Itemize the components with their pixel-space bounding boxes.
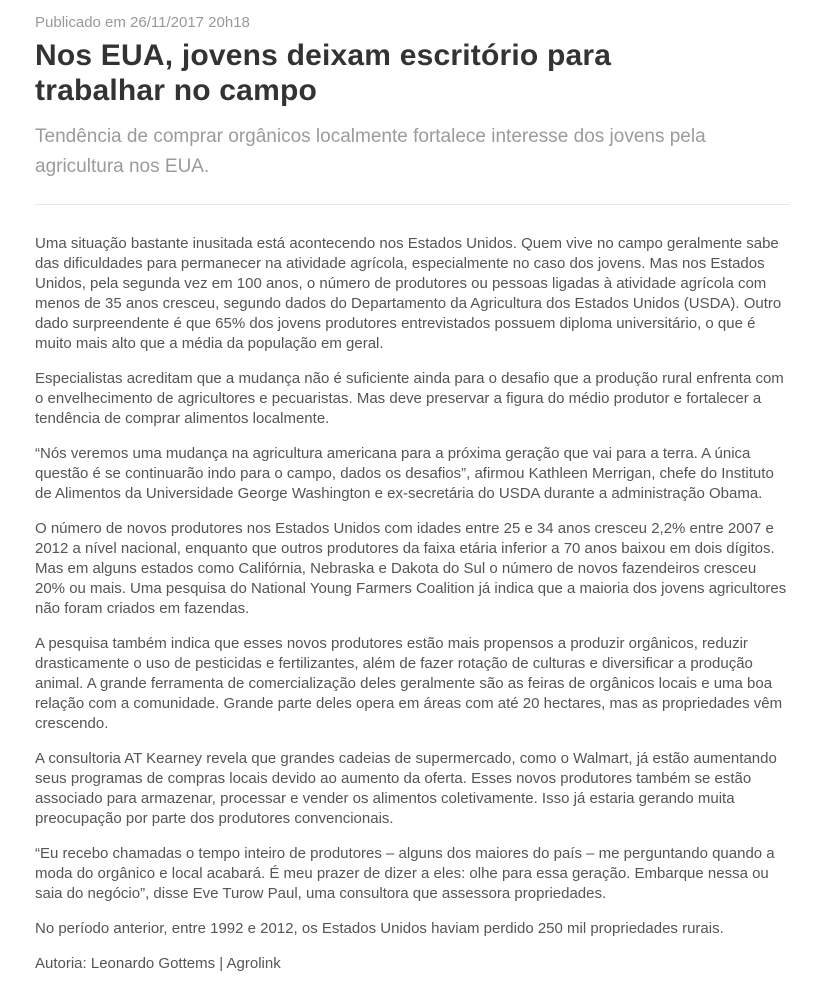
article-paragraph: O número de novos produtores nos Estados Unidos com idades entre 25 e 34 anos cresceu 2,2% entre 2007 e 2012 a nível nacional, enquanto que outros produtores da faixa etária inferior a 70 anos baixou em dois dígitos. Mas em alguns estados como Califórnia, Nebraska e Dakota do Sul o número de novos fazendeiros cresceu 20% ou mais. Uma pesquisa do National Young Farmers Coalition já indica que a maioria dos jovens agricultores não foram criados em fazendas.: [35, 520, 787, 617]
article-subtitle: Tendência de comprar orgânicos localmente fortalece interesse dos jovens pela agricultura nos EUA.: [35, 126, 706, 177]
article-body: [35, 234, 790, 939]
article-paragraph: A pesquisa também indica que esses novos produtores estão mais propensos a produzir orgânicos, reduzir drasticamente o uso de pesticidas e fertilizantes, além de fazer rotação de culturas e diversificar a produção animal. A grande ferramenta de comercialização deles geralmente são as feiras de orgânicos locais e uma boa relação com a comunidade. Grande parte deles opera em áreas com até 20 hectares, mas as propriedades vêm crescendo.: [35, 635, 783, 732]
article-paragraph: “Nós veremos uma mudança na agricultura americana para a próxima geração que vai para a terra. A única questão é se continuarão indo para o campo, dados os desafios”, afirmou Kathleen Merrigan, chefe do Instituto de Alimentos da Universidade George Washington e ex-secretária do USDA durante a administração Obama.: [35, 445, 774, 502]
article-paragraph: “Eu recebo chamadas o tempo inteiro de produtores – alguns dos maiores do país – me perguntando quando a moda do orgânico e local acabará. É meu prazer de dizer a eles: olhe para essa geração. Embarque nessa ou saia do negócio”, disse Eve Turow Paul, uma consultora que assessora propriedades.: [35, 845, 775, 902]
article-paragraph: Especialistas acreditam que a mudança não é suficiente ainda para o desafio que a produção rural enfrenta com o envelhecimento de agricultores e pecuaristas. Mas deve preservar a figura do médio produtor e fortalecer a tendência de comprar alimentos localmente.: [35, 370, 784, 427]
article-paragraph: No período anterior, entre 1992 e 2012, os Estados Unidos haviam perdido 250 mil propriedades rurais.: [35, 920, 724, 937]
divider: [35, 204, 790, 205]
article-paragraph: A consultoria AT Kearney revela que grandes cadeias de supermercado, como o Walmart, já estão aumentando seus programas de compras locais devido ao aumento da oferta. Esses novos produtores também se estão associado para armazenar, processar e vender os alimentos coletivamente. Isso já estaria gerando muita preocupação por parte dos produtores convencionais.: [35, 750, 777, 827]
author-line: Autoria: Leonardo Gottems | Agrolink: [35, 955, 281, 972]
page-title: Nos EUA, jovens deixam escritório para trabalhar no campo: [35, 39, 612, 107]
published-date: Publicado em 26/11/2017 20h18: [35, 14, 250, 31]
article-paragraph: Uma situação bastante inusitada está acontecendo nos Estados Unidos. Quem vive no campo geralmente sabe das dificuldades para permanecer na atividade agrícola, especialmente no caso dos jovens. Mas nos Estados Unidos, pela segunda vez em 100 anos, o número de produtores ou pessoas ligadas à atividade agrícola com menos de 35 anos cresceu, segundo dados do Departamento da Agricultura dos Estados Unidos (USDA). Outro dado surpreendente é que 65% dos jovens produtores entrevistados possuem diploma universitário, o que é muito mais alto que a média da população em geral.: [35, 235, 782, 352]
